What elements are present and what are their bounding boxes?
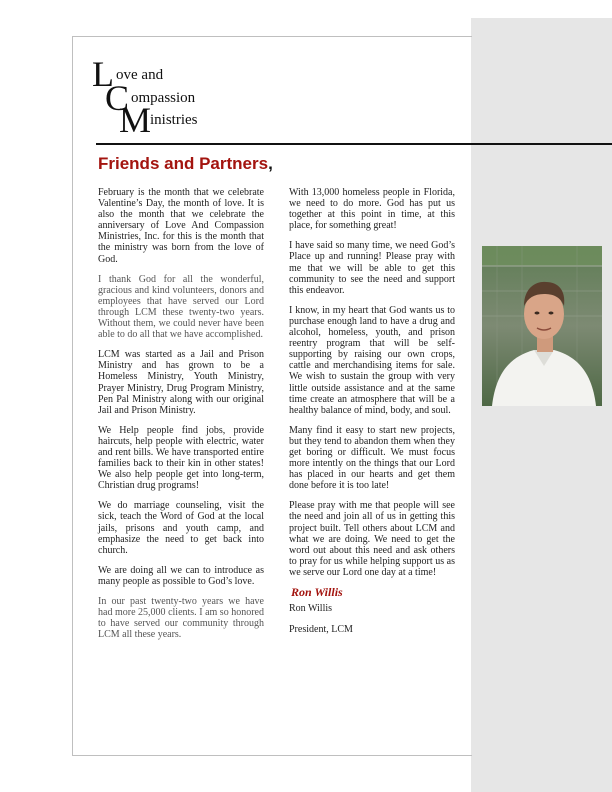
paragraph: I thank God for all the wonderful, gracious and kind volunteers, donors and employees that have served our Lord through LCM these twenty-two years. Without them, we could never have been able to do all that we have accomplished. (98, 273, 264, 341)
paragraph: In our past twenty-two years we have had more 25,000 clients. I am so honored to have served our community through LCM all these years. (98, 596, 264, 641)
paragraph: We do marriage counseling, visit the sick, teach the Word of God at the local jails, prisons and youth camp, and emphasize the need to get back into church. (98, 500, 264, 556)
logo-initial-m: M (119, 100, 152, 140)
portrait-photo (482, 246, 602, 406)
paragraph: February is the month that we celebrate Valentine’s Day, the month of love. It is also the month that we celebrate the anniversary of Love And Compassion Ministries, Inc. for this is the month that the ministry was born from the love of God. (98, 187, 264, 265)
frame-bottom-border (72, 755, 472, 756)
signer-name: Ron Willis (289, 603, 333, 615)
paragraph: LCM was started as a Jail and Prison Ministry and has grown to be a Homeless Ministry, Youth Ministry, Prayer Ministry, Drug Program Ministry, Pen Pal Ministry along with our original Jail and Prison Ministry. (98, 349, 264, 416)
paragraph: Many find it easy to start new projects, but they tend to abandon them when they get boring or difficult. We must focus more intently on the things that our Lord has placed in our hearts and get them done before it is too late! (289, 424, 455, 492)
paragraph: I have said so many time, we need God’s Place up and running! Please pray with me that we will be able to get this community to see the need and support this endeavor. (289, 240, 455, 296)
paragraph: Please pray with me that people will see the need and join all of us in getting this project built. Tell others about LCM and what we are doing. We need to get the word out about this need and ask others to pray for us while helping support us as we serve our Lord one day at a time! (289, 500, 455, 578)
page-title-punct: , (268, 154, 273, 173)
paragraph: With 13,000 homeless people in Florida, we need to do more. God has put us together at this point in time, at this place, for something great! (289, 187, 455, 232)
frame-left-border (72, 36, 73, 755)
logo-text-ministries: inistries (150, 112, 198, 128)
page-title-text: Friends and Partners (98, 154, 269, 173)
header-divider (96, 143, 612, 145)
page-title (98, 154, 273, 174)
frame-top-border (72, 36, 472, 37)
letter-column-right (289, 187, 455, 644)
logo-text-love-and: ove and (116, 67, 164, 83)
logo-initial-l: L (92, 54, 114, 94)
paragraph: We Help people find jobs, provide haircuts, help people with electric, water and rent bills. We have transported entire families back to their kin in other states! We also help people get into long-term, Christian drug programs! (98, 424, 264, 492)
paragraph: I know, in my heart that God wants us to purchase enough land to have a drug and alcohol, homeless, youth, and prison reentry program that will be self-supporting by raising our own crops, cattle and merchandising items for sale. We wish to sustain the group with very little outside assistance and at the same time create an atmosphere that will be a healthy balance of mind, body, and soul. (289, 304, 455, 416)
handwritten-signature: Ron Willis (291, 585, 343, 599)
letter-column-left (98, 187, 264, 649)
paragraph: We are doing all we can to introduce as many people as possible to God’s love. (98, 564, 264, 587)
portrait-image (482, 246, 602, 406)
signer-title: President, LCM (289, 623, 353, 635)
lcm-logo (92, 56, 232, 140)
logo-text-compassion: ompassion (131, 90, 196, 106)
logo-initial-c: C (105, 78, 130, 118)
